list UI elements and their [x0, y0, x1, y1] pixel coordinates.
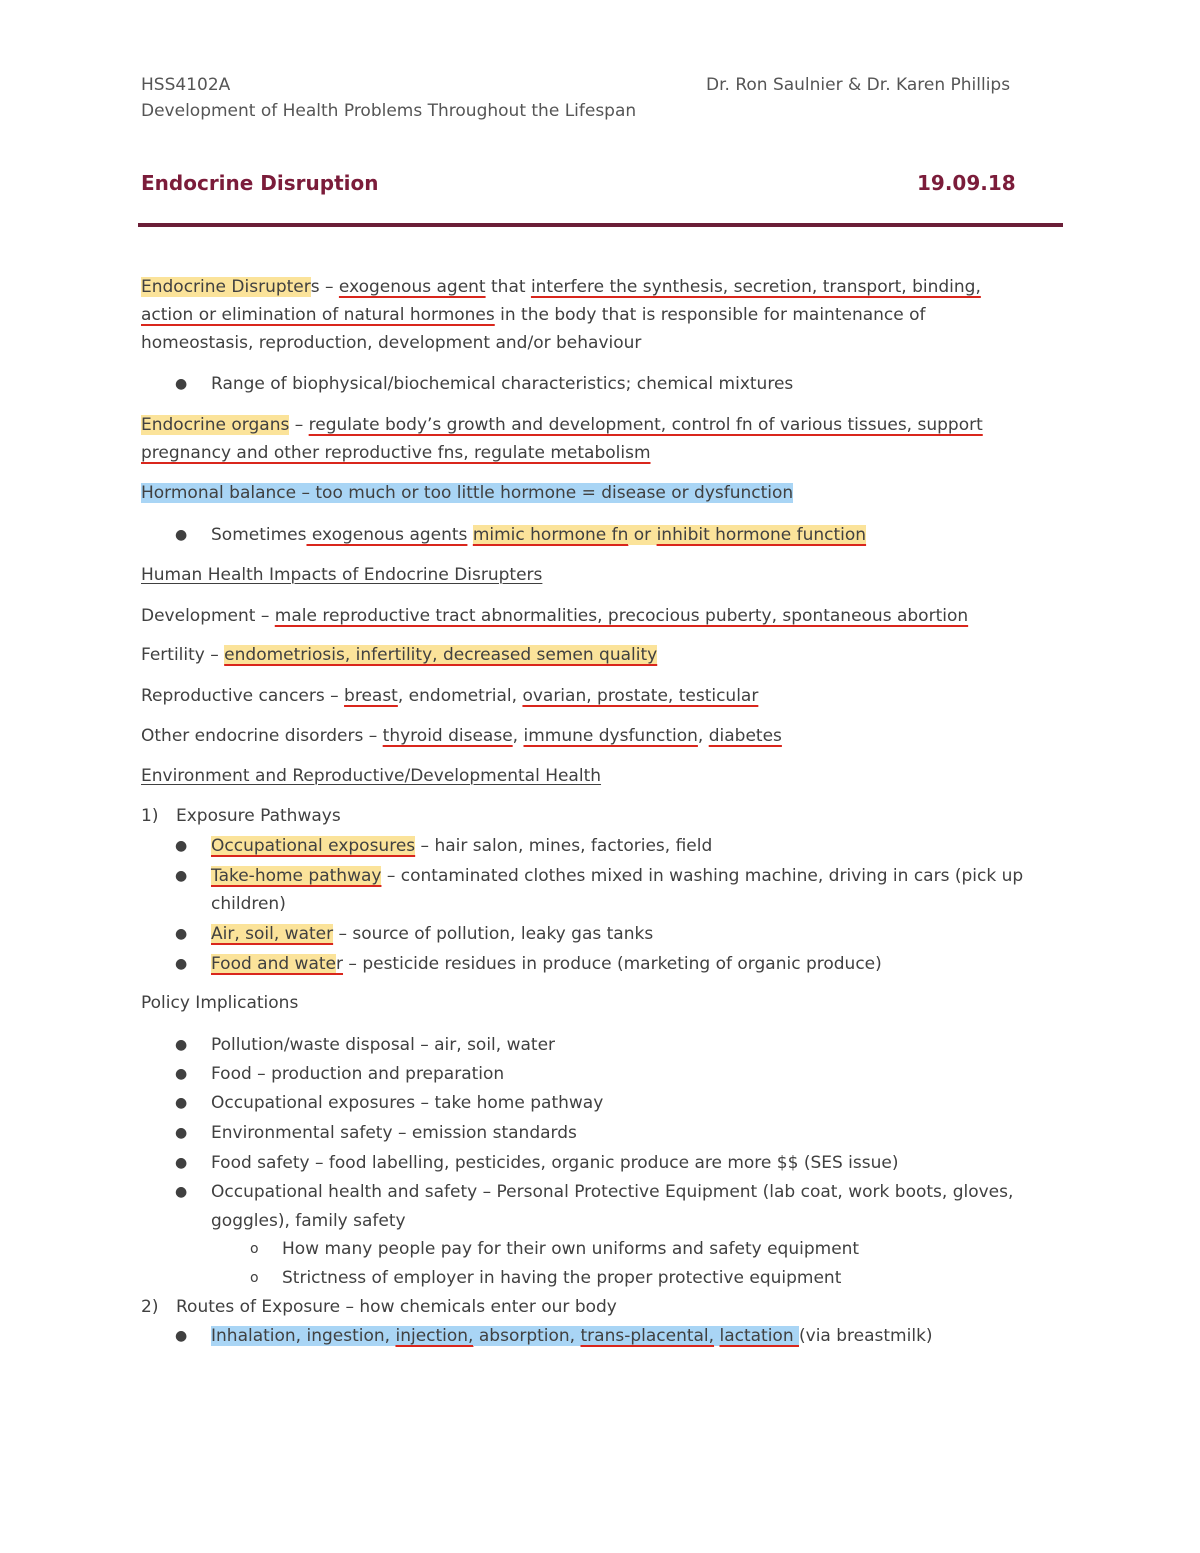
text: absorption,: [473, 1326, 581, 1346]
bullet-icon: ●: [175, 1328, 188, 1344]
bullet-icon: ●: [175, 926, 188, 942]
text: Reproductive cancers –: [141, 686, 345, 706]
bullet-range: Range of biophysical/biochemical characteristics; chemical mixtures: [211, 374, 794, 394]
text: ovarian, prostate, testicular: [522, 686, 759, 706]
text: Air, soil, water: [211, 924, 334, 944]
exp-item-takehome: [211, 865, 1023, 887]
list-number: 2): [141, 1297, 159, 1317]
term-endocrine-disrupters: Endocrine Disrupter: [141, 277, 311, 297]
text: injection,: [395, 1326, 474, 1346]
def2-line2: [141, 442, 651, 464]
policy-item: Pollution/waste disposal – air, soil, water: [211, 1035, 556, 1055]
hormonal-balance: [141, 482, 793, 504]
text: action or elimination of natural hormones: [141, 305, 495, 325]
text: Hormonal balance – too much or too little hormone = disease or dysfunction: [141, 483, 794, 503]
policy-item-cont: goggles), family safety: [211, 1211, 406, 1231]
exposure-pathways-heading: Exposure Pathways: [176, 806, 341, 826]
def2-line1: [141, 414, 983, 436]
list-number: 1): [141, 806, 159, 826]
exp-item-takehome-cont: children): [211, 894, 286, 914]
bullet-icon: ●: [175, 956, 188, 972]
policy-subitem: Strictness of employer in having the proper protective equipment: [282, 1268, 842, 1288]
text: inhibit hormone function: [656, 525, 867, 545]
policy-heading: Policy Implications: [141, 993, 299, 1013]
bullet-icon: ●: [175, 1155, 188, 1171]
bullet-icon: ●: [175, 838, 188, 854]
text: (via breastmilk): [799, 1326, 933, 1346]
text: ,: [697, 726, 709, 746]
policy-item: Occupational health and safety – Personal Protective Equipment (lab coat, work boots, gloves,: [211, 1182, 1014, 1202]
exp-item-occupational: [211, 835, 712, 857]
text: in the body that is responsible for maintenance of: [494, 305, 926, 325]
policy-item: Food safety – food labelling, pesticides, organic produce are more $$ (SES issue): [211, 1153, 899, 1173]
text: diabetes: [708, 726, 782, 746]
text: ,: [512, 726, 524, 746]
text: exogenous agent: [338, 277, 486, 297]
text: thyroid disease: [382, 726, 513, 746]
policy-subitem: How many people pay for their own uniforms and safety equipment: [282, 1239, 860, 1259]
text: that: [485, 277, 531, 297]
text: – contaminated clothes mixed in washing machine, driving in cars (pick up: [381, 866, 1024, 886]
text: Fertility –: [141, 645, 225, 665]
course-title: Development of Health Problems Throughout the Lifespan: [141, 101, 637, 121]
def1-line3: homeostasis, reproduction, development and/or behaviour: [141, 333, 642, 353]
text: regulate body’s growth and development, control fn of various tissues, support: [308, 415, 983, 435]
circle-bullet-icon: o: [250, 1241, 259, 1257]
other-disorders-line: [141, 725, 782, 747]
development-line: [141, 605, 968, 627]
bullet-sometimes: [211, 524, 866, 546]
text: Food and wate: [211, 954, 337, 974]
exp-item-air: [211, 923, 653, 945]
policy-item: Occupational exposures – take home pathway: [211, 1093, 604, 1113]
def1-line2: [141, 304, 926, 326]
text: exogenous agents: [306, 525, 468, 545]
text: – pesticide residues in produce (marketing of organic produce): [343, 954, 882, 974]
section-heading-health-impacts: Human Health Impacts of Endocrine Disrupters: [141, 565, 543, 585]
term-endocrine-organs: Endocrine organs: [141, 415, 290, 435]
instructors: Dr. Ron Saulnier & Dr. Karen Phillips: [706, 75, 1011, 95]
text: Development –: [141, 606, 275, 626]
text: interfere the synthesis, secretion, transport, binding,: [530, 277, 981, 297]
exp-item-food: [211, 953, 882, 975]
bullet-icon: ●: [175, 1125, 188, 1141]
text: , endometrial,: [397, 686, 523, 706]
repro-cancers-line: [141, 685, 758, 707]
bullet-icon: ●: [175, 1095, 188, 1111]
circle-bullet-icon: o: [250, 1270, 259, 1286]
text: – hair salon, mines, factories, field: [415, 836, 713, 856]
bullet-icon: ●: [175, 1037, 188, 1053]
text: or: [628, 525, 657, 545]
policy-item: Food – production and preparation: [211, 1064, 505, 1084]
bullet-icon: ●: [175, 1184, 188, 1200]
fertility-line: [141, 644, 657, 666]
text: s –: [310, 277, 339, 297]
text: Other endocrine disorders –: [141, 726, 383, 746]
bullet-icon: ●: [175, 868, 188, 884]
lecture-date: 19.09.18: [917, 171, 1016, 195]
bullet-icon: ●: [175, 376, 188, 392]
text: Inhalation, ingestion,: [211, 1326, 396, 1346]
text: pregnancy and other reproductive fns, regulate metabolism: [141, 443, 651, 463]
text: immune dysfunction: [523, 726, 698, 746]
text: Take-home pathway: [211, 866, 382, 886]
text: endometriosis, infertility, decreased semen quality: [224, 645, 658, 665]
text: r: [336, 954, 344, 974]
text: lactation: [719, 1326, 800, 1346]
page-title: Endocrine Disruption: [141, 171, 379, 195]
text: trans-placental,: [580, 1326, 715, 1346]
text: Occupational exposures: [211, 836, 416, 856]
bullet-icon: ●: [175, 1066, 188, 1082]
policy-item: Environmental safety – emission standards: [211, 1123, 577, 1143]
text: – source of pollution, leaky gas tanks: [333, 924, 654, 944]
title-rule: [138, 223, 1063, 227]
text: male reproductive tract abnormalities, precocious puberty, spontaneous abortion: [274, 606, 969, 626]
text: mimic hormone fn: [472, 525, 629, 545]
text: –: [289, 415, 309, 435]
course-code: HSS4102A: [141, 75, 231, 95]
def1-line1: [141, 276, 981, 298]
bullet-icon: ●: [175, 527, 188, 543]
section-heading-environment: Environment and Reproductive/Developmental Health: [141, 766, 602, 786]
routes-heading: Routes of Exposure – how chemicals enter our body: [176, 1297, 617, 1317]
text: breast: [344, 686, 398, 706]
routes-item: [211, 1325, 933, 1347]
text: Sometimes: [211, 525, 307, 545]
